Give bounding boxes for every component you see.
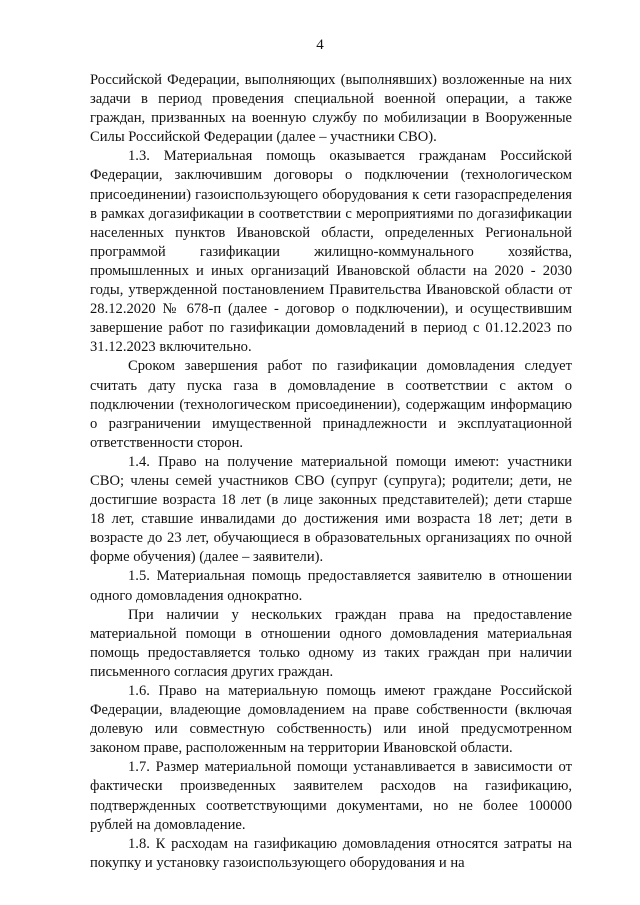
paragraph-1-7: 1.7. Размер материальной помощи устанавливается в зависимости от фактически произведенных заявителем расходов на газификацию, подтвержденных соответствующими документами, но не более 100000 рублей на домовладение. [90,759,572,833]
paragraph-1-3: 1.3. Материальная помощь оказывается гражданам Российской Федерации, заключившим договоры о подключении (технологическом присоединении) газоиспользующего оборудования к сети газораспределения в рамках догазификации в соответствии с мероприятиями по догазификации населенных пунктов Ивановской области, определенных Региональной программой газификации жилищно-коммунального хозяйства, промышленных и иных организаций Ивановской области на 2020 - 2030 годы, утвержденной постановлением Правительства Ивановской области от 28.12.2020 № 678-п (далее - договор о подключении), и осуществившим завершение работ по газификации домовладений в период с 01.12.2023 по 31.12.2023 включительно. [90,148,572,356]
document-body [90,71,572,873]
paragraph-completion-date: Сроком завершения работ по газификации домовладения следует считать дату пуска газа в домовладение в соответствии с актом о подключении (технологическом присоединении), содержащим информацию о разграничении имущественной принадлежности и эксплуатационной ответственности сторон. [90,358,572,451]
paragraph-1-6: 1.6. Право на материальную помощь имеют граждане Российской Федерации, владеющие домовладением на праве собственности (включая долевую или совместную собственность) или иной предусмотренном законом праве, расположенным на территории Ивановской области. [90,683,572,757]
paragraph-1-5: 1.5. Материальная помощь предоставляется заявителю в отношении одного домовладения однократно. [90,568,572,604]
paragraph-1-4: 1.4. Право на получение материальной помощи имеют: участники СВО; члены семей участников СВО (супруг (супруга); родители; дети, не достигшие возраста 18 лет (в лице законных представителей); дети старше 18 лет, ставшие инвалидами до достижения ими возраста 18 лет; дети в возрасте до 23 лет, обучающиеся в образовательных организациях по очной форме обучения) (далее – заявители). [90,453,572,566]
paragraph-1-8: 1.8. К расходам на газификацию домовладения относятся затраты на покупку и установку газоиспользующего оборудования и на [90,835,572,871]
page-number: 4 [316,37,324,53]
paragraph-svo-definition: Российской Федерации, выполняющих (выполнявших) возложенные на них задачи в период проведения специальной военной операции, а также граждан, призванных на военную службу по мобилизации в Вооруженные Силы Российской Федерации (далее – участники СВО). [90,72,572,146]
paragraph-multiple-citizens: При наличии у нескольких граждан права на предоставление материальной помощи в отношении одного домовладения материальная помощь предоставляется только одному из таких граждан при наличии письменного согласия других граждан. [90,606,572,680]
